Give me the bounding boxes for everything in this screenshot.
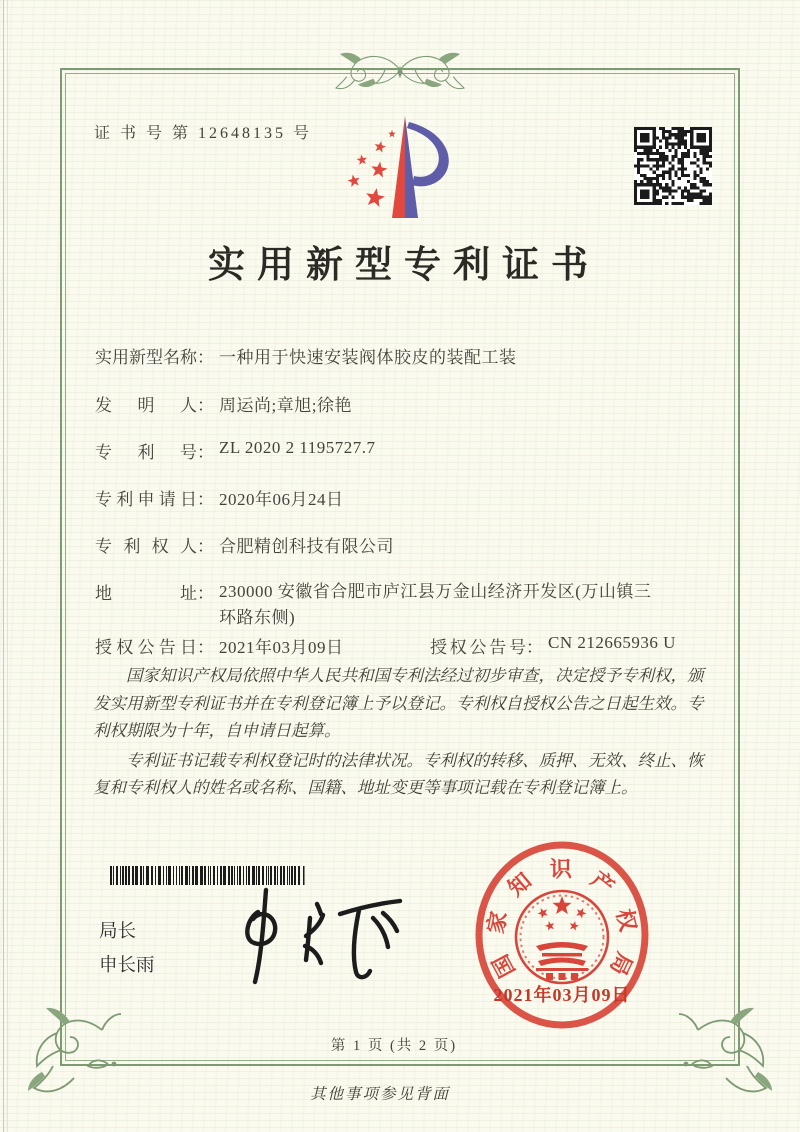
field-row-grant [95,633,720,658]
svg-text:知: 知 [503,867,537,902]
field-label: 地 址 [95,584,197,603]
field-row-inventors [95,391,720,416]
field-colon: ： [197,537,214,556]
director-title: 局长 [99,920,137,941]
field-value: 合肥精创科技有限公司 [219,537,394,556]
director-name: 申长雨 [99,954,155,975]
field-label: 专 利 号 [95,443,197,462]
field-colon: ： [197,443,214,462]
field-value: 周运尚;章旭;徐艳 [219,396,352,415]
field-colon: ： [197,638,214,657]
qr-code [634,127,712,205]
back-note: 其他事项参见背面 [309,1086,450,1103]
field-value: 一种用于快速安装阀体胶皮的装配工装 [219,348,517,367]
svg-text:识: 识 [549,856,573,882]
field-row-name [95,343,720,368]
field-value: 2020年06月24日 [219,490,344,509]
grant-number-value: CN 212665936 U [548,633,676,652]
field-label: 发 明 人 [95,396,197,415]
svg-text:局: 局 [605,948,638,980]
scan-edge-line-2 [7,0,8,1132]
field-colon: ： [197,348,214,367]
top-flourish-ornament [280,50,520,98]
cnipa-logo-icon [342,114,468,224]
svg-text:家: 家 [482,909,512,936]
legal-paragraphs [93,662,719,804]
field-colon: ： [526,638,543,657]
field-label: 实用新型名称 [95,348,197,367]
field-colon: ： [197,490,214,509]
certificate-number: 证 书 号 第 12648135 号 [94,125,313,142]
field-colon: ： [197,584,214,603]
field-label: 授权公告日 [95,638,197,657]
grant-date-value: 2021年03月09日 [219,638,344,657]
barcode [110,866,306,885]
field-label: 专利申请日 [95,490,197,509]
svg-text:权: 权 [611,906,641,934]
field-row-filing-date [95,485,720,510]
field-row-patentee [95,532,720,557]
page-number: 第 1 页 (共 2 页) [330,1038,458,1054]
field-colon: ： [197,396,214,415]
director-block [99,914,155,982]
director-signature [222,884,420,990]
field-label: 专 利 权 人 [95,537,197,556]
certificate-title: 实用新型专利证书 [208,245,600,286]
field-row-patent-no [95,438,720,463]
svg-text:国: 国 [487,950,520,982]
seal-date: 2021年03月09日 [493,985,631,1005]
grant-number-group [430,633,676,658]
paragraph-register-statement: 专利证书记载专利权登记时的法律状况。专利权的转移、质押、无效、终止、恢复和专利权人的姓名或名称、国籍、地址变更等事项记载在专利登记簿上。 [93,750,704,797]
scan-edge-line [3,0,4,1132]
field-value: 230000 安徽省合肥市庐江县万金山经济开发区(万山镇三环路东侧) [219,582,652,627]
national-emblem-icon [516,891,608,983]
field-value: ZL 2020 2 1195727.7 [219,438,376,457]
svg-text:产: 产 [586,866,619,900]
field-label: 授权公告号 [430,638,526,657]
field-row-address [95,579,720,631]
paragraph-grant-statement: 国家知识产权局依照中华人民共和国专利法经过初步审查，决定授予专利权，颁发实用新型专利证书并在专利登记簿上予以登记。专利权自授权公告之日起生效。专利权期限为十年，自申请日起算。 [93,666,704,740]
